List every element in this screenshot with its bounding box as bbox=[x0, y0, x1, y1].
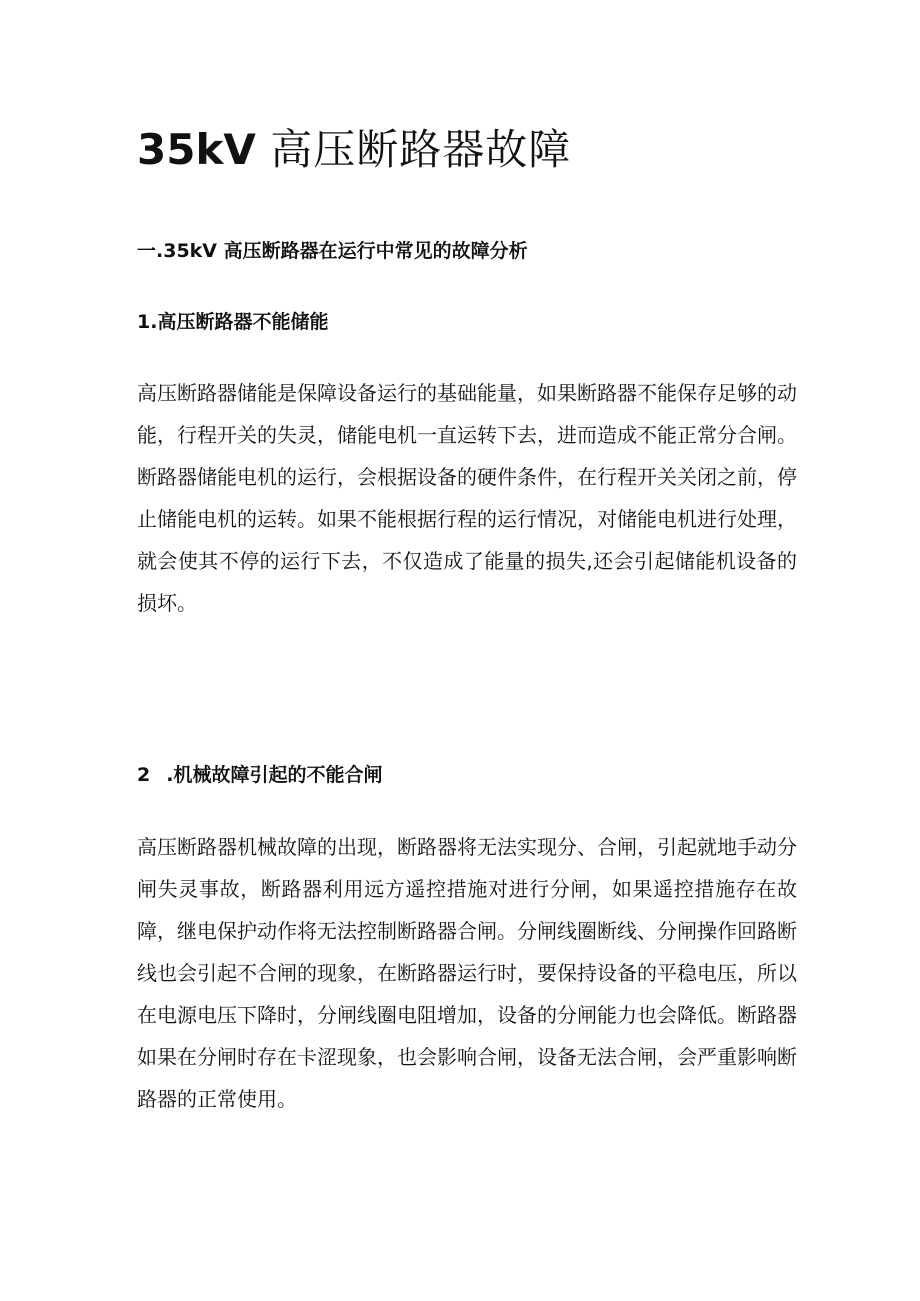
page-title bbox=[137, 122, 571, 178]
subsection-number-1: 1. bbox=[137, 311, 158, 333]
subsection-body-2: 高压断路器机械故障的出现，断路器将无法实现分、合闸，引起就地手动分闸失灵事故，断路器利用远方遥控措施对进行分闸，如果遥控措施存在故障，继电保护动作将无法控制断路器合闸。分闸线圈断线、分闸操作回路断线也会引起不合闸的现象，在断路器运行时，要保持设备的平稳电压，所以在电源电压下降时，分闸线圈电阻增加，设备的分闸能力也会降低。断路器如果在分闸时存在卡涩现象，也会影响合闸，设备无法合闸，会严重影响断路器的正常使用。 bbox=[137, 835, 797, 1111]
subsection-title-1: 高压断路器不能储能 bbox=[157, 311, 329, 333]
title-text: 高压断路器故障 bbox=[270, 125, 572, 174]
subsection-body-1: 高压断路器储能是保障设备运行的基础能量，如果断路器不能保存足够的动能，行程开关的失灵，储能电机一直运转下去，进而造成不能正常分合闸。断路器储能电机的运行，会根据设备的硬件条件，在行程开关关闭之前，停止储能电机的运转。如果不能根据行程的运行情况，对储能电机进行处理，就会使其不停的运行下去，不仅造成了能量的损失,还会引起储能机设备的损坏。 bbox=[137, 381, 797, 615]
subsection-heading-2 bbox=[137, 760, 382, 790]
subsection-heading-1 bbox=[137, 307, 328, 337]
title-number: 35kV bbox=[137, 125, 256, 174]
subsection-number-2: 2 bbox=[137, 764, 151, 786]
section-heading: 一.35kV 高压断路器在运行中常见的故障分析 bbox=[137, 240, 528, 262]
subsection-title-2: .机械故障引起的不能合闸 bbox=[166, 764, 383, 786]
